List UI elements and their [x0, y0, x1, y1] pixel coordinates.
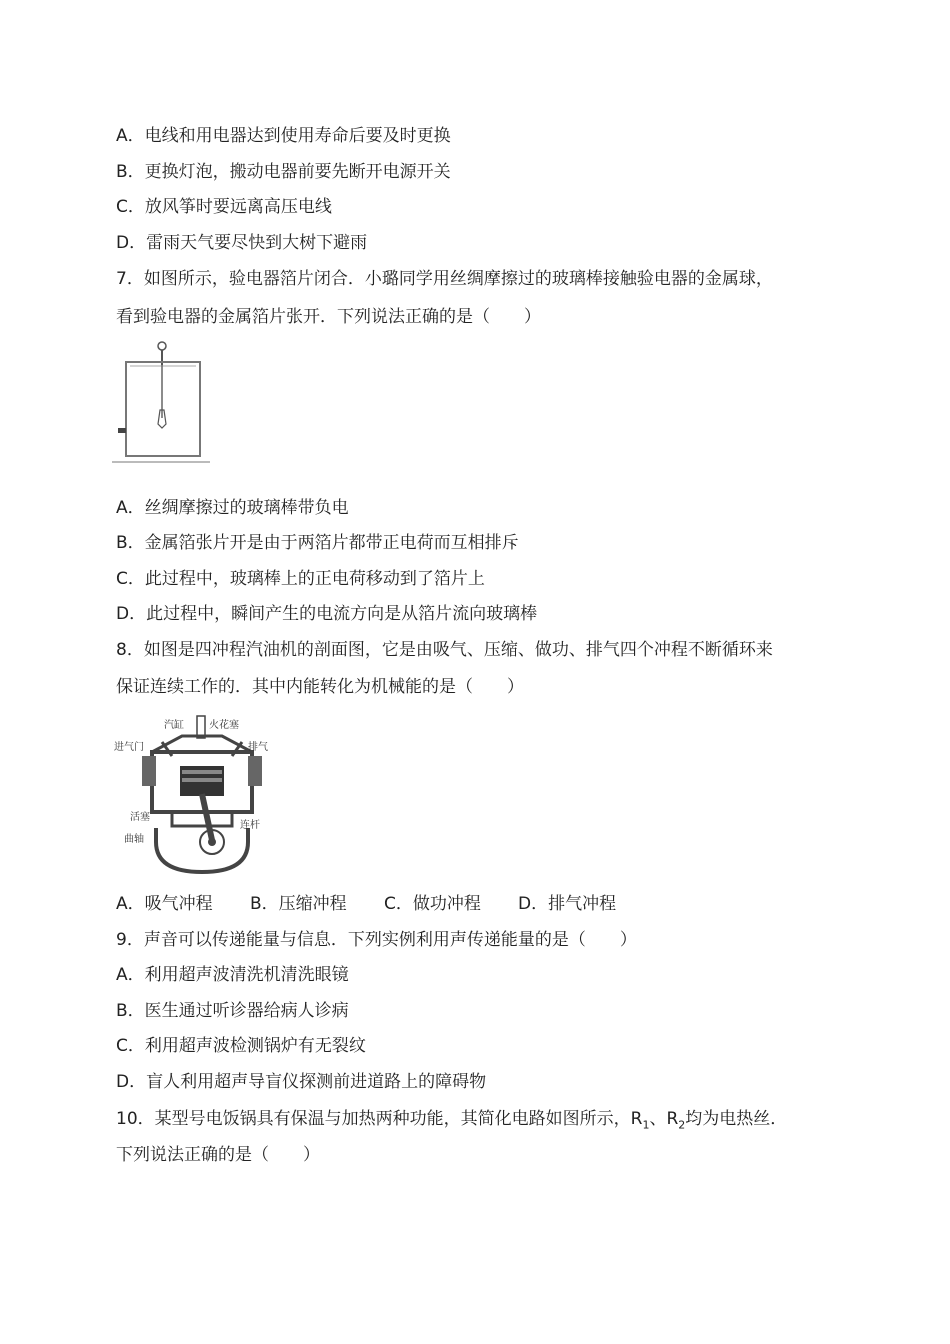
q6-option-c: C．放风筝时要远离高压电线	[116, 197, 332, 217]
label-cylinder: 汽缸	[164, 720, 184, 731]
q7-option-c: C．此过程中，玻璃棒上的正电荷移动到了箔片上	[116, 569, 485, 589]
q9-option-d: D．盲人利用超声导盲仪探测前进道路上的障碍物	[116, 1072, 487, 1092]
q8-option-c: C．做功冲程	[384, 894, 481, 914]
q10-text-c: 均为电热丝．	[685, 1109, 788, 1129]
label-rod: 连杆	[240, 820, 260, 831]
q6-option-b: B．更换灯泡，搬动电器前要先断开电源开关	[116, 162, 451, 182]
q9-stem: 9．声音可以传递能量与信息．下列实例利用声传递能量的是（ ）	[116, 930, 637, 950]
q9-option-c: C．利用超声波检测锅炉有无裂纹	[116, 1036, 366, 1056]
q7-stem-line1: 7．如图所示，验电器箔片闭合．小璐同学用丝绸摩擦过的玻璃棒接触验电器的金属球，	[116, 269, 773, 289]
q8-stem-line1: 8．如图是四冲程汽油机的剖面图，它是由吸气、压缩、做功、排气四个冲程不断循环来	[116, 640, 773, 660]
label-exhaust: 排气	[248, 742, 268, 753]
q7-option-d: D．此过程中，瞬间产生的电流方向是从箔片流向玻璃棒	[116, 604, 538, 624]
engine-figure	[112, 712, 272, 874]
q8-stem-line2: 保证连续工作的．其中内能转化为机械能的是（ ）	[116, 677, 524, 697]
q6-option-a: A．电线和用电器达到使用寿命后要及时更换	[116, 126, 451, 146]
q6-option-d: D．雷雨天气要尽快到大树下避雨	[116, 233, 368, 253]
q9-option-a: A．利用超声波清洗机清洗眼镜	[116, 965, 349, 985]
q10-stem-line1	[116, 1107, 787, 1137]
r1-subscript: 1	[642, 1118, 650, 1132]
q8-option-b: B．压缩冲程	[250, 894, 347, 914]
q8-option-a: A．吸气冲程	[116, 894, 213, 914]
q8-options	[116, 892, 616, 916]
q8-option-d: D．排气冲程	[518, 894, 617, 914]
q10-text-a: 10．某型号电饭锅具有保温与加热两种功能，其简化电路如图所示，R	[116, 1109, 643, 1129]
label-intake: 进气门	[114, 742, 144, 753]
q7-option-a: A．丝绸摩擦过的玻璃棒带负电	[116, 498, 349, 518]
label-crankshaft: 曲轴	[124, 834, 144, 845]
q10-stem-line2: 下列说法正确的是（ ）	[116, 1145, 320, 1165]
q7-option-b: B．金属箔张片开是由于两箔片都带正电荷而互相排斥	[116, 533, 519, 553]
label-spark-plug: 火花塞	[209, 720, 239, 731]
q9-option-b: B．医生通过听诊器给病人诊病	[116, 1001, 349, 1021]
electroscope-figure	[112, 338, 212, 466]
label-piston: 活塞	[130, 812, 150, 823]
r2-subscript: 2	[678, 1118, 686, 1132]
q10-text-b: 、R	[649, 1109, 679, 1129]
q7-stem-line2: 看到验电器的金属箔片张开．下列说法正确的是（ ）	[116, 307, 541, 327]
